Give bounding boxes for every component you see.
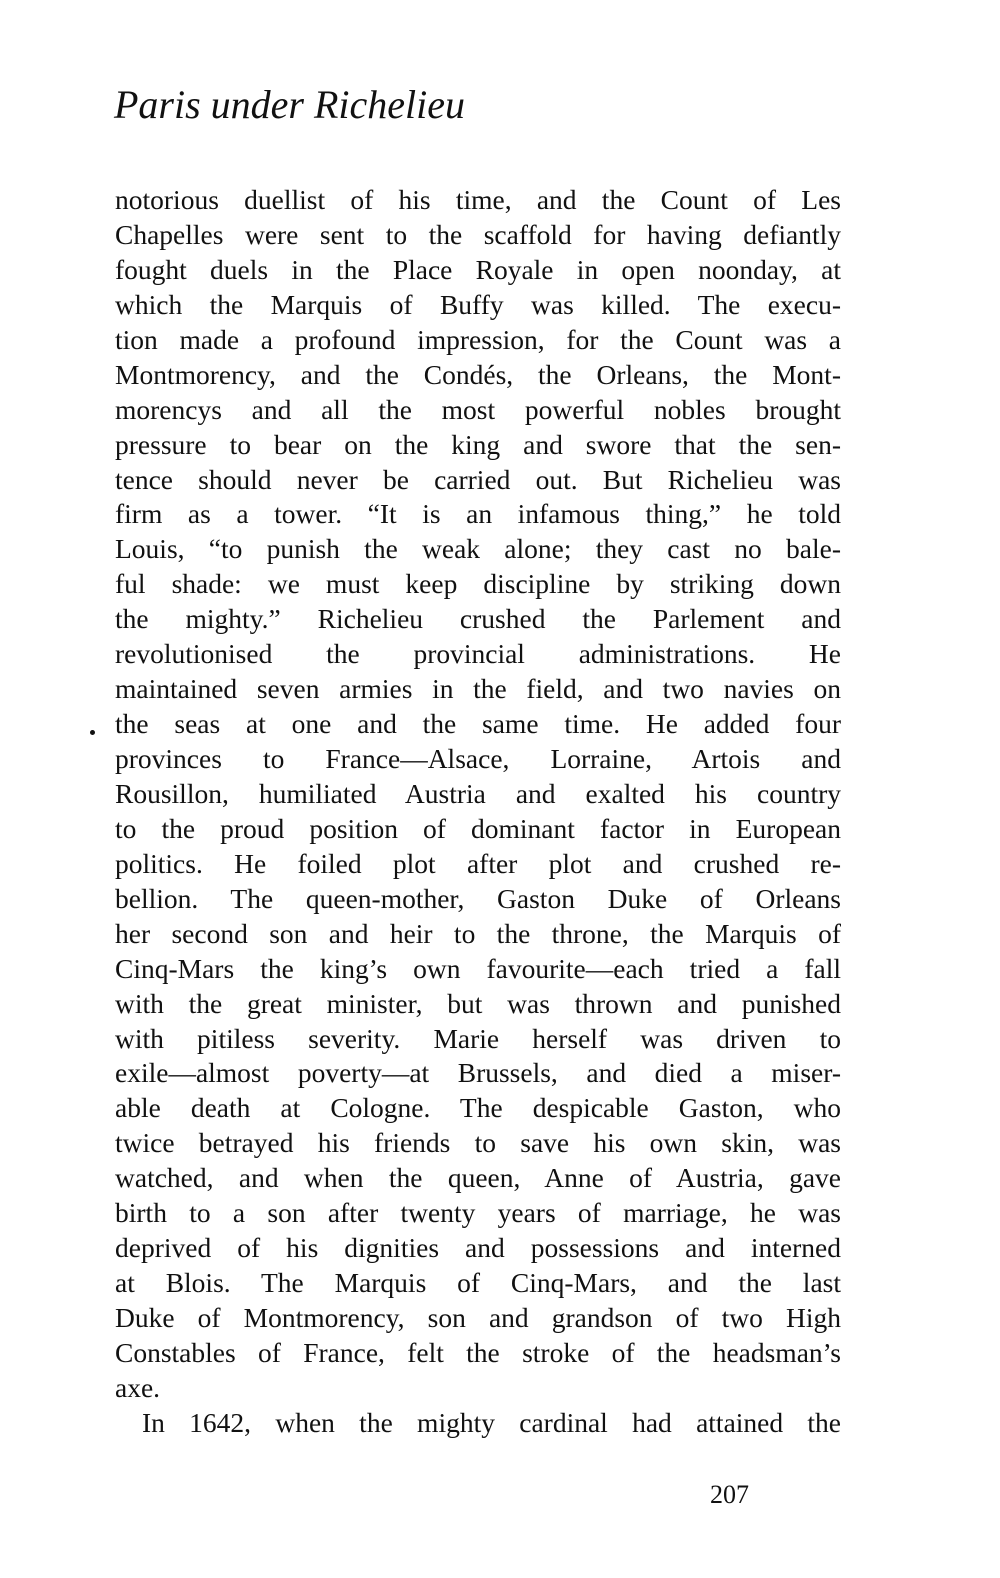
text-line: at Blois. The Marquis of Cinq-Mars, and the last	[115, 1267, 841, 1299]
text-line: Constables of France, felt the stroke of the headsman’s	[115, 1336, 841, 1368]
text-line: Duke of Montmorency, son and grandson of two High	[115, 1302, 841, 1333]
running-title: Paris under Richelieu	[114, 82, 466, 127]
text-line: Rousillon, humiliated Austria and exalted his country	[115, 777, 841, 809]
text-line: In 1642, when the mighty cardinal had attained the	[142, 1406, 841, 1438]
text-line: which the Marquis of Buffy was killed. The execu-	[115, 288, 841, 320]
text-line: provinces to France—Alsace, Lorraine, Artois and	[115, 743, 841, 774]
text-line: tion made a profound impression, for the Count was a	[115, 323, 841, 355]
text-line: able death at Cologne. The despicable Gaston, who	[115, 1092, 841, 1124]
text-line: politics. He foiled plot after plot and crushed re-	[115, 847, 841, 879]
margin-mark	[90, 730, 95, 735]
text-line: birth to a son after twenty years of marriage, he was	[115, 1197, 841, 1229]
text-line: tence should never be carried out. But Richelieu was	[115, 463, 841, 495]
text-line: ful shade: we must keep discipline by striking down	[115, 568, 841, 600]
text-line: Cinq-Mars the king’s own favourite—each tried a fall	[115, 952, 841, 984]
text-line: Chapelles were sent to the scaffold for having defiantly	[115, 218, 841, 250]
text-line: revolutionised the provincial administrations. He	[115, 638, 841, 670]
text-line: to the proud position of dominant factor in European	[115, 812, 841, 844]
text-line: her second son and heir to the throne, the Marquis of	[115, 917, 841, 949]
text-line: watched, and when the queen, Anne of Austria, gave	[115, 1162, 841, 1194]
text-line: bellion. The queen-mother, Gaston Duke of Orleans	[115, 882, 841, 914]
text-line: twice betrayed his friends to save his own skin, was	[115, 1127, 841, 1159]
text-line: deprived of his dignities and possessions and interned	[115, 1232, 841, 1264]
text-line: the mighty.” Richelieu crushed the Parlement and	[115, 603, 841, 635]
text-line: Montmorency, and the Condés, the Orleans, the Mont-	[115, 358, 841, 390]
text-line: exile—almost poverty—at Brussels, and died a miser-	[115, 1057, 841, 1089]
page-number: 207	[710, 1480, 749, 1509]
text-line: morencys and all the most powerful nobles brought	[115, 393, 841, 425]
text-line: Louis, “to punish the weak alone; they cast no bale-	[115, 533, 841, 565]
body-text	[115, 183, 841, 1441]
text-line: the seas at one and the same time. He added four	[115, 708, 841, 740]
text-line: firm as a tower. “It is an infamous thing,” he told	[115, 498, 841, 530]
text-line: fought duels in the Place Royale in open noonday, at	[115, 253, 841, 285]
text-line: with pitiless severity. Marie herself was driven to	[115, 1022, 841, 1054]
text-line: pressure to bear on the king and swore that the sen-	[115, 428, 841, 460]
text-line: notorious duellist of his time, and the Count of Les	[115, 184, 841, 215]
text-line: with the great minister, but was thrown and punished	[115, 987, 841, 1019]
text-line: axe.	[115, 1371, 161, 1403]
text-line: maintained seven armies in the field, and two navies on	[115, 673, 841, 705]
